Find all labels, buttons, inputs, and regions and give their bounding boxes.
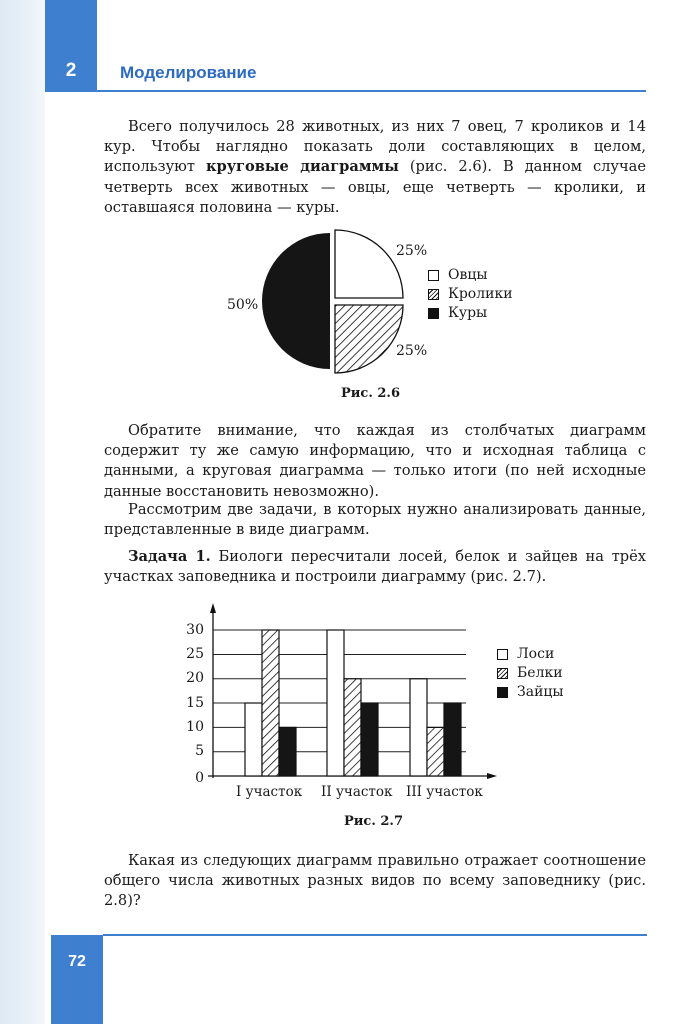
black-swatch-icon xyxy=(428,308,439,319)
hatched-swatch-icon xyxy=(497,668,508,679)
x-axis-arrow-icon xyxy=(487,773,497,779)
legend-label: Белки xyxy=(517,665,563,681)
term-pie-charts: круговые диаграммы xyxy=(205,158,399,176)
legend-label: Овцы xyxy=(448,267,488,283)
footer-divider xyxy=(103,934,647,936)
bar-legend xyxy=(497,645,564,702)
header-divider xyxy=(97,90,646,92)
legend-label: Куры xyxy=(448,305,488,321)
bar-III-belki xyxy=(427,727,444,776)
chapter-number: 2 xyxy=(65,60,77,81)
bar-chart xyxy=(180,600,510,800)
x-tick: I участок xyxy=(236,784,303,800)
paragraph-pie-intro xyxy=(104,117,646,218)
bar-I-zaitsy xyxy=(279,727,296,776)
paragraph-bar-vs-pie: Обратите внимание, что каждая из столбчатых диаграмм содержит ту же самую информацию, что и исходная таблица с данными, а круговая диаграмма — только итоги (по ней исходные данные восстановить невозможно). xyxy=(104,422,646,500)
y-tick: 0 xyxy=(195,770,204,786)
y-axis-arrow-icon xyxy=(210,603,216,613)
pie-legend xyxy=(428,266,513,323)
pie-slice-ovtsy xyxy=(335,230,403,298)
bar-I-belki xyxy=(262,630,279,776)
legend-item xyxy=(497,683,564,702)
black-swatch-icon xyxy=(497,687,508,698)
bar-II-losi xyxy=(327,630,344,776)
text-span: Биологи пересчитали лосей, белок и зайцев на трёх участках заповедника и построили диаграмму (рис. 2.7). xyxy=(104,548,646,586)
pie-chart xyxy=(255,225,415,380)
legend-item xyxy=(428,304,513,323)
bar-II-belki xyxy=(344,679,361,776)
text-span: (рис. 2.6). В данном случае четверть всех животных — овцы, еще четверть — кролики, и оставшаяся половина — куры. xyxy=(104,158,646,216)
page-margin-tint xyxy=(0,0,45,1024)
legend-label: Лоси xyxy=(517,646,555,662)
text-span: Всего получилось 28 животных, из них 7 овец, 7 кроликов и 14 кур. Чтобы наглядно показать доли составляющих в целом, используют xyxy=(104,118,646,176)
legend-item xyxy=(497,664,564,683)
y-tick: 5 xyxy=(195,743,204,759)
paragraph-task-1 xyxy=(104,547,646,587)
y-tick: 10 xyxy=(186,719,204,735)
pie-slice-kroliki xyxy=(335,305,403,373)
legend-item xyxy=(428,266,513,285)
legend-label: Кролики xyxy=(448,286,513,302)
figure-caption-2-7: Рис. 2.7 xyxy=(344,814,404,829)
chapter-title: Моделирование xyxy=(120,63,257,82)
y-tick: 20 xyxy=(186,670,204,686)
pie-label-kroliki: 25% xyxy=(396,343,428,359)
bar-II-zaitsy xyxy=(361,703,378,776)
pie-label-kury: 50% xyxy=(227,297,259,313)
paragraph-question: Какая из следующих диаграмм правильно отражает соотношение общего числа животных разных видов по всему заповеднику (рис. 2.8)? xyxy=(104,852,646,910)
task-label: Задача 1. xyxy=(128,548,211,565)
page-number: 72 xyxy=(68,953,86,970)
y-tick: 25 xyxy=(186,646,204,662)
figure-caption-2-6: Рис. 2.6 xyxy=(341,386,401,401)
bar-I-losi xyxy=(245,703,262,776)
paragraph-two-tasks: Рассмотрим две задачи, в которых нужно анализировать данные, представленные в виде диаграмм. xyxy=(104,501,646,539)
white-swatch-icon xyxy=(497,649,508,660)
x-tick: II участок xyxy=(321,784,393,800)
y-tick: 15 xyxy=(186,695,204,711)
legend-item xyxy=(497,645,564,664)
bar-III-zaitsy xyxy=(444,703,461,776)
page-number-tab xyxy=(51,935,103,1024)
y-tick: 30 xyxy=(186,622,204,638)
x-tick: III участок xyxy=(406,784,483,800)
legend-item xyxy=(428,285,513,304)
pie-label-ovtsy: 25% xyxy=(396,243,428,259)
pie-slice-kury xyxy=(262,233,330,369)
bar-III-losi xyxy=(410,679,427,776)
legend-label: Зайцы xyxy=(517,684,564,700)
hatched-swatch-icon xyxy=(428,289,439,300)
white-swatch-icon xyxy=(428,270,439,281)
